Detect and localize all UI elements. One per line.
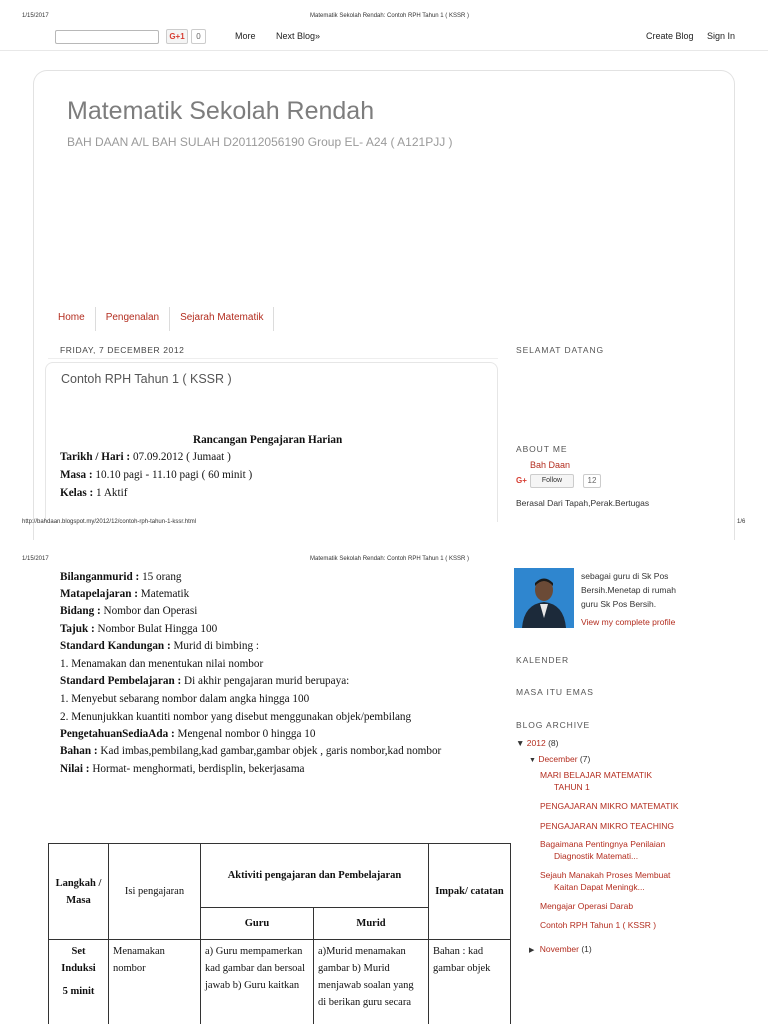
rph-line: Tajuk : Nombor Bulat Hingga 100 — [60, 623, 218, 635]
gplus-icon: G+ — [516, 476, 527, 485]
rph-line: 2. Menunjukkan kuantiti nombor yang disebut menggunakan objek/pembilang — [60, 711, 412, 723]
archive-month-december[interactable] — [529, 754, 590, 764]
header-guru: Guru — [201, 908, 314, 940]
archive-post-link[interactable]: MARI BELAJAR MATEMATIK — [540, 770, 653, 780]
masa-emas-heading: MASA ITU EMAS — [516, 687, 594, 697]
rph-line: Bidang : Nombor dan Operasi — [60, 605, 198, 617]
gplus-count: 0 — [191, 29, 206, 44]
sign-in-link[interactable]: Sign In — [707, 31, 736, 41]
gplus-button[interactable]: G+1 — [166, 29, 188, 44]
archive-post-link[interactable]: Kaitan Dapat Meningk... — [554, 882, 645, 892]
tab-home[interactable]: Home — [48, 307, 96, 331]
tab-sejarah-matematik[interactable]: Sejarah Matematik — [170, 307, 274, 331]
follow-button[interactable]: Follow — [530, 474, 574, 488]
blog-archive-heading: BLOG ARCHIVE — [516, 720, 591, 730]
navbar-search-input[interactable] — [55, 30, 159, 44]
about-me-heading: ABOUT ME — [516, 444, 568, 454]
archive-year-label[interactable]: 2012 — [526, 738, 546, 748]
rph-line: Standard Pembelajaran : Di akhir pengajaran murid berupaya: — [60, 675, 350, 687]
archive-year-count: (8) — [545, 738, 559, 748]
header-murid: Murid — [314, 908, 429, 940]
page-tabs — [48, 307, 274, 331]
archive-post-link[interactable]: Bagaimana Pentingnya Penilaian — [540, 839, 666, 849]
rph-line: Standard Kandungan : Murid di bimbing : — [60, 640, 259, 652]
table-cell-murid: a)Murid menamakan gambar b) Murid menjawab soalan yang di berikan guru secara — [314, 940, 429, 1024]
archive-month-november[interactable] — [529, 944, 592, 954]
rph-line: 1. Menamakan dan menentukan nilai nombor — [60, 658, 264, 670]
next-blog-link[interactable]: Next Blog» — [276, 31, 321, 41]
archive-year-2012[interactable] — [516, 738, 558, 748]
rph-line: Bahan : Kad imbas,pembilang,kad gambar,gambar objek , garis nombor,kad nombor — [60, 745, 442, 757]
archive-month-label[interactable]: December — [538, 754, 578, 764]
print-title: Matematik Sekolah Rendah: Contoh RPH Tahun 1 ( KSSR ) — [310, 13, 469, 19]
author-name-link[interactable]: Bah Daan — [530, 460, 571, 470]
rph-heading: Rancangan Pengajaran Harian — [193, 434, 343, 446]
rph-line: Bilanganmurid : 15 orang — [60, 571, 182, 583]
kalender-heading: KALENDER — [516, 655, 570, 665]
print-date: 1/15/2017 — [22, 13, 49, 19]
caret-down-icon[interactable]: ▼ — [516, 738, 525, 748]
caret-right-icon[interactable]: ▶ — [529, 947, 535, 954]
archive-month-count: (1) — [578, 944, 592, 954]
print-footer-url: http://bahdaan.blogspot.my/2012/12/contoh-rph-tahun-1-kssr.html — [22, 519, 197, 525]
print-title-2: Matematik Sekolah Rendah: Contoh RPH Tahun 1 ( KSSR ) — [310, 556, 469, 562]
post-title[interactable]: Contoh RPH Tahun 1 ( KSSR ) — [61, 372, 232, 386]
author-avatar[interactable] — [514, 568, 574, 628]
rph-line: Masa : 10.10 pagi - 11.10 pagi ( 60 minit ) — [60, 469, 253, 481]
caret-down-icon[interactable]: ▼ — [529, 757, 536, 764]
post-date: FRIDAY, 7 DECEMBER 2012 — [60, 345, 185, 355]
table-cell-impak: Bahan : kad gambar objek — [429, 940, 511, 1024]
blog-title[interactable]: Matematik Sekolah Rendah — [67, 97, 375, 125]
about-bio-line: Bersih.Menetap di rumah — [581, 585, 676, 595]
create-blog-link[interactable]: Create Blog — [646, 31, 694, 41]
about-bio-line: sebagai guru di Sk Pos — [581, 571, 669, 581]
header-isi-pengajaran: Isi pengajaran — [109, 844, 201, 940]
archive-post-link[interactable]: Diagnostik Matemati... — [554, 851, 639, 861]
header-impak-catatan: Impak/ catatan — [429, 844, 511, 940]
archive-post-link[interactable]: PENGAJARAN MIKRO MATEMATIK — [540, 801, 679, 811]
archive-post-link[interactable]: Contoh RPH Tahun 1 ( KSSR ) — [540, 920, 657, 930]
navbar-divider — [0, 50, 768, 51]
header-langkah-masa: Langkah / Masa — [49, 844, 109, 940]
rph-line: Nilai : Hormat- menghormati, berdisplin, bekerjasama — [60, 763, 305, 775]
tab-pengenalan[interactable]: Pengenalan — [96, 307, 170, 331]
langkah-label: Set Induksi — [61, 946, 96, 974]
rph-line: PengetahuanSediaAda : Mengenal nombor 0 hingga 10 — [60, 728, 316, 740]
archive-post-link[interactable]: Sejauh Manakah Proses Membuat — [540, 870, 671, 880]
rph-line: Matapelajaran : Matematik — [60, 588, 190, 600]
author-photo-icon — [514, 568, 574, 628]
follow-count: 12 — [583, 474, 601, 488]
rph-line: 1. Menyebut sebarang nombor dalam angka hingga 100 — [60, 693, 310, 705]
header-aktiviti: Aktiviti pengajaran dan Pembelajaran — [201, 844, 429, 908]
archive-post-link[interactable]: TAHUN 1 — [554, 782, 590, 792]
print-date-2: 1/15/2017 — [22, 556, 49, 562]
table-cell-isi: Menamakan nombor — [109, 940, 201, 1024]
archive-post-link[interactable]: PENGAJARAN MIKRO TEACHING — [540, 821, 674, 831]
about-bio-line: guru Sk Pos Bersih. — [581, 599, 657, 609]
archive-month-label[interactable]: November — [539, 944, 579, 954]
blog-description: BAH DAAN A/L BAH SULAH D20112056190 Group EL- A24 ( A121PJJ ) — [67, 135, 453, 149]
rph-line: Tarikh / Hari : 07.09.2012 ( Jumaat ) — [60, 451, 231, 463]
welcome-heading: SELAMAT DATANG — [516, 345, 605, 355]
masa-label: 5 minit — [62, 986, 95, 997]
rph-table — [48, 843, 511, 1024]
about-bio-line: Berasal Dari Tapah,Perak.Bertugas — [516, 498, 650, 508]
table-cell-guru: a) Guru mempamerkan kad gambar dan bersoal jawab b) Guru kaitkan — [201, 940, 314, 1024]
table-cell-langkah — [49, 940, 109, 1024]
view-profile-link[interactable]: View my complete profile — [581, 617, 676, 627]
print-footer-page: 1/6 — [737, 519, 746, 525]
rph-line: Kelas : 1 Aktif — [60, 487, 128, 499]
date-divider — [48, 358, 498, 359]
archive-month-count: (7) — [577, 754, 591, 764]
archive-post-link[interactable]: Mengajar Operasi Darab — [540, 901, 634, 911]
more-link[interactable]: More — [235, 31, 256, 41]
